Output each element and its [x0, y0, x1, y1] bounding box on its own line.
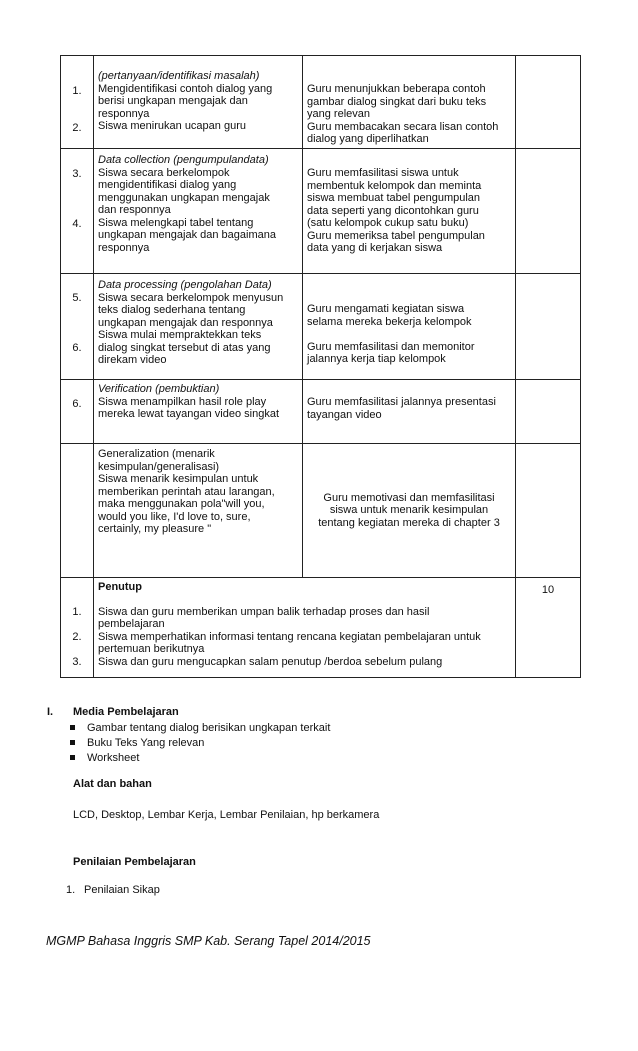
- text-line: Siswa secara berkelompok: [98, 166, 230, 179]
- text-line-blank: [307, 328, 511, 341]
- step-number: 3.: [72, 656, 82, 668]
- phase-heading: Generalization (menarik: [98, 448, 215, 460]
- list-item: [67, 737, 587, 752]
- closing-title: Penutup: [98, 581, 142, 593]
- bullet-icon: [70, 725, 75, 730]
- teacher-activity: [303, 444, 516, 578]
- row-numbers: [61, 578, 94, 678]
- list-item: [67, 722, 587, 737]
- text-line: direkam video: [98, 354, 167, 366]
- section-title: Media Pembelajaran: [73, 706, 179, 718]
- number-blank: [65, 97, 89, 110]
- text-line: Siswa menampilkan hasil role play: [98, 395, 267, 408]
- step-number: 2.: [72, 122, 82, 134]
- text-line: dialog yang diperlihatkan: [307, 133, 429, 145]
- text-line: Guru memeriksa tabel pengumpulan: [307, 229, 485, 242]
- step-number: 1.: [72, 606, 82, 618]
- number-blank: [65, 304, 89, 317]
- text-line: mereka lewat tayangan video singkat: [98, 408, 279, 420]
- text-line: maka menggunakan pola"will you,: [98, 498, 265, 510]
- table-row: [61, 444, 581, 578]
- table-row: [61, 149, 581, 274]
- phase-heading: Data collection (pengumpulandata): [98, 154, 269, 166]
- assessment-item-number: 1.: [66, 884, 76, 896]
- student-activity: [94, 149, 303, 274]
- text-line: tayangan video: [307, 408, 382, 421]
- text-line: ungkapan mengajak dan bagaimana: [98, 229, 276, 241]
- text-line: memberikan perintah atau larangan,: [98, 485, 275, 498]
- step-number: 4.: [72, 217, 82, 230]
- row-numbers: [61, 56, 94, 149]
- text-line: Siswa secara berkelompok menyusun: [98, 291, 284, 304]
- step-number: 6.: [72, 341, 82, 354]
- number-blank: [65, 619, 89, 632]
- text-line: mengidentifikasi dialog yang: [98, 179, 237, 191]
- number-blank: [65, 279, 89, 292]
- phase-heading: Data processing (pengolahan Data): [98, 279, 272, 291]
- text-line: Siswa dan guru memberikan umpan balik terhadap proses dan hasil: [98, 605, 430, 618]
- text-line: siswa untuk menarik kesimpulan: [329, 504, 489, 517]
- teacher-activity: [303, 274, 516, 380]
- text-line: data seperti yang dicontohkan guru: [307, 204, 479, 217]
- row-numbers: [61, 149, 94, 274]
- text-line: siswa membuat tabel pengumpulan: [307, 192, 481, 204]
- text-line: Mengidentifikasi contoh dialog yang: [98, 82, 273, 95]
- student-activity: [94, 380, 303, 444]
- list-item-text: Buku Teks Yang relevan: [87, 737, 205, 749]
- student-activity: [94, 274, 303, 380]
- teacher-activity: [303, 380, 516, 444]
- text-line: Guru mengamati kegiatan siswa: [307, 303, 465, 315]
- text-line: Guru memfasilitasi siswa untuk: [307, 167, 459, 179]
- time-value: 10: [516, 578, 581, 678]
- time-cell: [516, 56, 581, 149]
- row-numbers: [61, 444, 94, 578]
- phase-heading: (pertanyaan/identifikasi masalah): [98, 70, 260, 82]
- text-line: selama mereka bekerja kelompok: [307, 315, 472, 328]
- step-number: 2.: [72, 631, 82, 643]
- number-blank: [65, 205, 89, 218]
- number-blank: [65, 644, 89, 657]
- text-line: teks dialog sederhana tentang: [98, 304, 246, 316]
- text-line: pertemuan berikutnya: [98, 643, 205, 655]
- step-number: 1.: [72, 84, 82, 97]
- closing-activity: [94, 578, 516, 678]
- step-number: 6.: [72, 397, 82, 410]
- step-number: 3.: [72, 167, 82, 180]
- text-line: yang relevan: [307, 108, 370, 120]
- table-row-closing: [61, 578, 581, 678]
- text-line: Siswa dan guru mengucapkan salam penutup /berdoa sebelum pulang: [98, 655, 443, 668]
- text-line: Guru memfasilitasi dan memonitor: [307, 340, 475, 353]
- text-line: berisi ungkapan mengajak dan: [98, 95, 248, 107]
- table-row: [61, 380, 581, 444]
- text-line: Siswa menirukan ucapan guru: [98, 120, 246, 132]
- table-row: [61, 56, 581, 149]
- time-cell: [516, 274, 581, 380]
- assessment-item: Penilaian Sikap: [84, 884, 160, 896]
- number-blank: [65, 155, 89, 168]
- teacher-activity: [303, 56, 516, 149]
- text-line: Siswa melengkapi tabel tentang: [98, 216, 254, 229]
- teacher-activity: [303, 149, 516, 274]
- text-line: responnya: [98, 107, 150, 120]
- text-line: Siswa mulai mempraktekkan teks: [98, 329, 262, 341]
- phase-heading: Verification (pembuktian): [98, 383, 220, 395]
- text-line: membentuk kelompok dan meminta: [307, 179, 482, 192]
- text-line: Guru memotivasi dan memfasilitasi: [323, 491, 495, 504]
- number-blank: [65, 72, 89, 85]
- student-activity: [94, 56, 303, 149]
- list-item-text: Gambar tentang dialog berisikan ungkapan terkait: [87, 722, 331, 734]
- text-line: Guru membacakan secara lisan contoh: [307, 120, 499, 133]
- text-line: Guru menunjukkan beberapa contoh: [307, 83, 486, 95]
- text-line: tentang kegiatan mereka di chapter 3: [318, 516, 500, 529]
- number-blank: [65, 193, 89, 206]
- text-line: Siswa menarik kesimpulan untuk: [98, 473, 259, 485]
- time-cell: [516, 149, 581, 274]
- text-line: Guru memfasilitasi jalannya presentasi: [307, 396, 496, 408]
- number-blank: [65, 317, 89, 330]
- row-numbers: [61, 380, 94, 444]
- student-activity: [94, 444, 303, 578]
- text-line: Siswa memperhatikan informasi tentang rencana kegiatan pembelajaran untuk: [98, 630, 481, 643]
- text-line: kesimpulan/generalisasi): [98, 460, 220, 473]
- text-line: would you like, I'd love to, sure,: [98, 510, 251, 523]
- text-line: dialog singkat tersebut di atas yang: [98, 341, 271, 354]
- number-blank: [65, 385, 89, 398]
- tools-title: Alat dan bahan: [73, 778, 152, 790]
- list-item-text: Worksheet: [87, 752, 140, 764]
- bullet-icon: [70, 740, 75, 745]
- number-blank: [65, 180, 89, 193]
- text-line: jalannya kerja tiap kelompok: [307, 353, 446, 365]
- step-number: 5.: [72, 291, 82, 304]
- media-list: [67, 722, 587, 767]
- row-numbers: [61, 274, 94, 380]
- text-line: certainly, my pleasure ": [98, 523, 212, 535]
- number-blank: [65, 110, 89, 123]
- text-line: pembelajaran: [98, 618, 165, 630]
- text-line: ungkapan mengajak dan responnya: [98, 316, 273, 329]
- text-line: dan responnya: [98, 204, 171, 216]
- text-line: menggunakan ungkapan mengajak: [98, 191, 270, 204]
- number-blank: [65, 329, 89, 342]
- text-line: (satu kelompok cukup satu buku): [307, 217, 469, 229]
- list-item: [67, 752, 587, 767]
- section-numeral: I.: [47, 706, 54, 718]
- text-line: data yang di kerjakan siswa: [307, 242, 443, 254]
- text-line: responnya: [98, 241, 150, 254]
- text-line: gambar dialog singkat dari buku teks: [307, 95, 487, 108]
- page-footer: MGMP Bahasa Inggris SMP Kab. Serang Tapel 2014/2015: [46, 934, 371, 948]
- media-section: [47, 706, 587, 767]
- assessment-title: Penilaian Pembelajaran: [73, 856, 196, 868]
- bullet-icon: [70, 755, 75, 760]
- table-row: [61, 274, 581, 380]
- tools-text: LCD, Desktop, Lembar Kerja, Lembar Penilaian, hp berkamera: [73, 809, 380, 821]
- time-cell: [516, 380, 581, 444]
- activity-table: [60, 55, 581, 678]
- time-cell: [516, 444, 581, 578]
